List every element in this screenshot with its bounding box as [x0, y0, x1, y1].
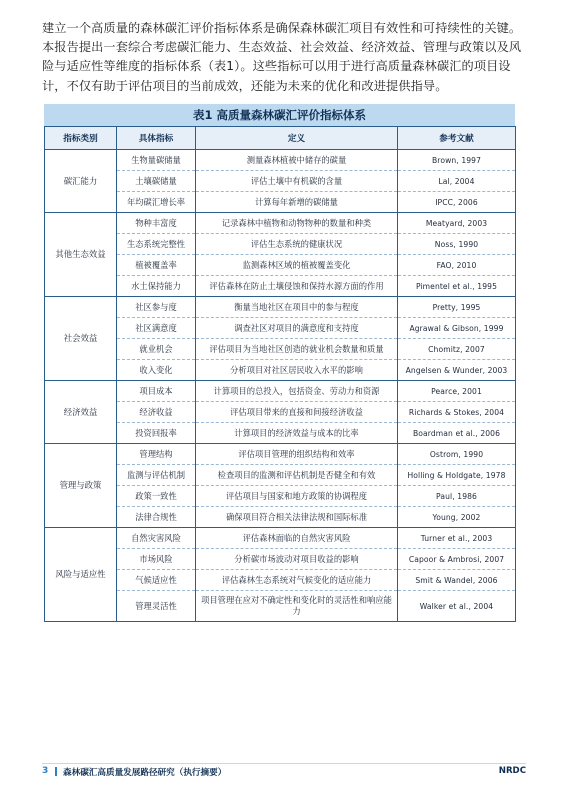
indicator-cell: 自然灾害风险 — [117, 528, 196, 549]
reference-cell: Angelsen & Wunder, 2003 — [398, 360, 516, 381]
footer-title: 森林碳汇高质量发展路径研究（执行摘要） — [63, 768, 227, 778]
intro-paragraph — [42, 19, 528, 96]
definition-cell: 记录森林中植物和动物物种的数量和种类 — [196, 213, 398, 234]
definition-cell: 评估项目带来的直接和间接经济收益 — [196, 402, 398, 423]
indicator-cell: 就业机会 — [117, 339, 196, 360]
definition-cell: 分析项目对社区居民收入水平的影响 — [196, 360, 398, 381]
definition-cell: 计算项目的经济效益与成本的比率 — [196, 423, 398, 444]
table-row — [45, 381, 516, 402]
footer-divider — [55, 767, 57, 776]
header-reference: 参考文献 — [398, 127, 516, 150]
definition-cell: 评估土壤中有机碳的含量 — [196, 171, 398, 192]
header-definition: 定义 — [196, 127, 398, 150]
indicator-cell: 管理灵活性 — [117, 591, 196, 622]
reference-cell: Noss, 1990 — [398, 234, 516, 255]
category-cell: 其他生态效益 — [45, 213, 117, 297]
table-row — [45, 213, 516, 234]
table-body — [45, 150, 516, 622]
reference-cell: Holling & Holdgate, 1978 — [398, 465, 516, 486]
reference-cell: IPCC, 2006 — [398, 192, 516, 213]
reference-cell: Capoor & Ambrosi, 2007 — [398, 549, 516, 570]
definition-cell: 评估项目与国家和地方政策的协调程度 — [196, 486, 398, 507]
definition-cell: 监测森林区域的植被覆盖变化 — [196, 255, 398, 276]
table-title: 表1 高质量森林碳汇评价指标体系 — [44, 104, 515, 126]
reference-cell: Agrawal & Gibson, 1999 — [398, 318, 516, 339]
indicator-cell: 生态系统完整性 — [117, 234, 196, 255]
indicator-cell: 土壤碳储量 — [117, 171, 196, 192]
indicator-cell: 项目成本 — [117, 381, 196, 402]
definition-cell: 检查项目的监测和评估机制是否健全和有效 — [196, 465, 398, 486]
reference-cell: Pearce, 2001 — [398, 381, 516, 402]
category-cell: 管理与政策 — [45, 444, 117, 528]
indicator-cell: 物种丰富度 — [117, 213, 196, 234]
indicator-cell: 植被覆盖率 — [117, 255, 196, 276]
indicator-cell: 投资回报率 — [117, 423, 196, 444]
definition-cell: 计算每年新增的碳储量 — [196, 192, 398, 213]
table-header-row — [45, 127, 516, 150]
indicator-cell: 市场风险 — [117, 549, 196, 570]
reference-cell: Ostrom, 1990 — [398, 444, 516, 465]
indicator-cell: 气候适应性 — [117, 570, 196, 591]
definition-cell: 衡量当地社区在项目中的参与程度 — [196, 297, 398, 318]
definition-cell: 分析碳市场波动对项目收益的影响 — [196, 549, 398, 570]
indicator-table-container — [44, 104, 515, 622]
indicator-cell: 政策一致性 — [117, 486, 196, 507]
indicator-cell: 收入变化 — [117, 360, 196, 381]
indicator-cell: 法律合规性 — [117, 507, 196, 528]
indicator-cell: 监测与评估机制 — [117, 465, 196, 486]
definition-cell: 确保项目符合相关法律法规和国际标准 — [196, 507, 398, 528]
definition-cell: 计算项目的总投入，包括资金、劳动力和资源 — [196, 381, 398, 402]
indicator-cell: 社区满意度 — [117, 318, 196, 339]
definition-cell: 测量森林植被中储存的碳量 — [196, 150, 398, 171]
definition-cell: 评估项目为当地社区创造的就业机会数量和质量 — [196, 339, 398, 360]
page-footer — [42, 763, 526, 778]
intro-text: 建立一个高质量的森林碳汇评价指标体系是确保森林碳汇项目有效性和可持续性的关键。本报告提出一套综合考虑碳汇能力、生态效益、社会效益、经济效益、管理与政策以及风险与适应性等维度的指标体系（表1）。这些指标可以用于进行高质量森林碳汇的项目设计，不仅有助于评估项目的当前成效，还能为未来的优化和改进提供指导。 — [42, 21, 522, 93]
indicator-cell: 生物量碳储量 — [117, 150, 196, 171]
table-row — [45, 444, 516, 465]
indicator-cell: 管理结构 — [117, 444, 196, 465]
category-cell: 碳汇能力 — [45, 150, 117, 213]
table-row — [45, 528, 516, 549]
reference-cell: Paul, 1986 — [398, 486, 516, 507]
reference-cell: Smit & Wandel, 2006 — [398, 570, 516, 591]
definition-cell: 调查社区对项目的满意度和支持度 — [196, 318, 398, 339]
indicator-table — [44, 126, 516, 622]
reference-cell: Lal, 2004 — [398, 171, 516, 192]
footer-brand: NRDC — [498, 766, 526, 776]
reference-cell: Boardman et al., 2006 — [398, 423, 516, 444]
reference-cell: Young, 2002 — [398, 507, 516, 528]
indicator-cell: 经济收益 — [117, 402, 196, 423]
reference-cell: Meatyard, 2003 — [398, 213, 516, 234]
indicator-cell: 年均碳汇增长率 — [117, 192, 196, 213]
reference-cell: Pretty, 1995 — [398, 297, 516, 318]
reference-cell: Pimentel et al., 1995 — [398, 276, 516, 297]
reference-cell: Chomitz, 2007 — [398, 339, 516, 360]
definition-cell: 评估生态系统的健康状况 — [196, 234, 398, 255]
table-row — [45, 297, 516, 318]
definition-cell: 评估森林面临的自然灾害风险 — [196, 528, 398, 549]
table-row — [45, 150, 516, 171]
indicator-cell: 水土保持能力 — [117, 276, 196, 297]
category-cell: 社会效益 — [45, 297, 117, 381]
reference-cell: Brown, 1997 — [398, 150, 516, 171]
definition-cell: 评估森林生态系统对气候变化的适应能力 — [196, 570, 398, 591]
page-number: 3 — [42, 766, 49, 776]
definition-cell: 项目管理在应对不确定性和变化时的灵活性和响应能力 — [196, 591, 398, 622]
definition-cell: 评估项目管理的组织结构和效率 — [196, 444, 398, 465]
category-cell: 经济效益 — [45, 381, 117, 444]
definition-cell: 评估森林在防止土壤侵蚀和保持水源方面的作用 — [196, 276, 398, 297]
indicator-cell: 社区参与度 — [117, 297, 196, 318]
header-category: 指标类别 — [45, 127, 117, 150]
reference-cell: Walker et al., 2004 — [398, 591, 516, 622]
category-cell: 风险与适应性 — [45, 528, 117, 622]
reference-cell: Richards & Stokes, 2004 — [398, 402, 516, 423]
header-indicator: 具体指标 — [117, 127, 196, 150]
reference-cell: FAO, 2010 — [398, 255, 516, 276]
reference-cell: Turner et al., 2003 — [398, 528, 516, 549]
